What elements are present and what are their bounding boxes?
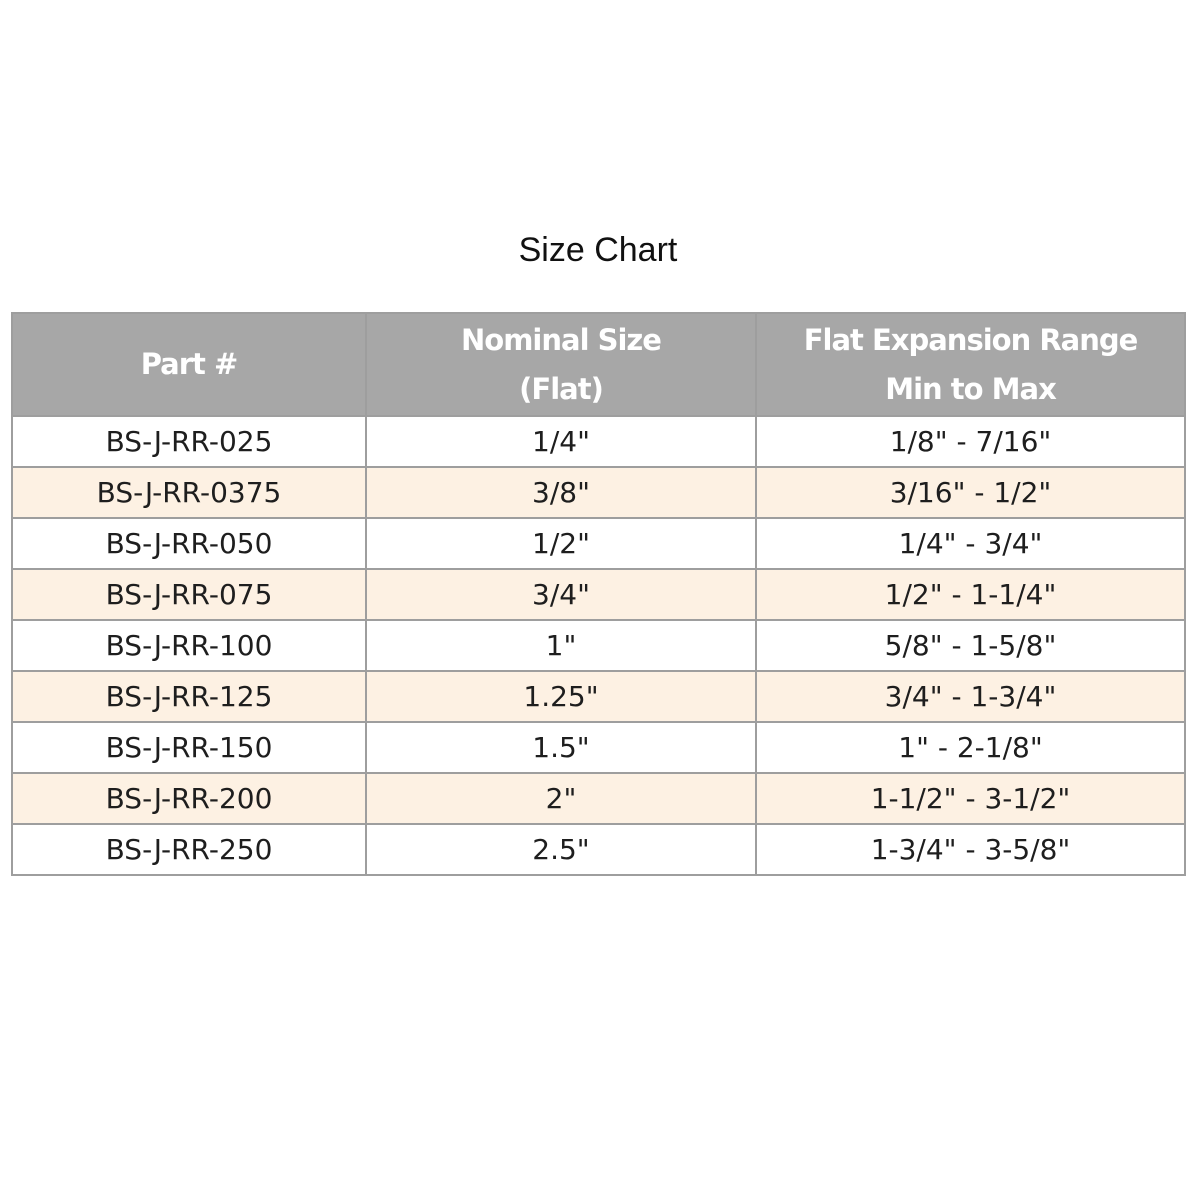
cell-expansion-range: 5/8" - 1-5/8" xyxy=(756,620,1185,671)
cell-expansion-range: 1/8" - 7/16" xyxy=(756,416,1185,467)
cell-nominal-size: 1.5" xyxy=(366,722,756,773)
cell-nominal-size: 3/4" xyxy=(366,569,756,620)
page-title: Size Chart xyxy=(518,231,678,269)
table-row xyxy=(12,467,1185,518)
cell-expansion-range: 3/16" - 1/2" xyxy=(756,467,1185,518)
cell-part-number: BS-J-RR-100 xyxy=(12,620,366,671)
header-line: Nominal Size xyxy=(461,322,661,357)
table-row xyxy=(12,671,1185,722)
table-row xyxy=(12,569,1185,620)
cell-part-number: BS-J-RR-125 xyxy=(12,671,366,722)
header-nominal-size xyxy=(366,313,756,416)
cell-nominal-size: 1" xyxy=(366,620,756,671)
header-line: Part # xyxy=(140,347,238,381)
table-row xyxy=(12,416,1185,467)
cell-part-number: BS-J-RR-200 xyxy=(12,773,366,824)
cell-expansion-range: 1/4" - 3/4" xyxy=(756,518,1185,569)
table-row xyxy=(12,824,1185,875)
cell-part-number: BS-J-RR-150 xyxy=(12,722,366,773)
cell-part-number: BS-J-RR-250 xyxy=(12,824,366,875)
header-expansion-range xyxy=(756,313,1185,416)
table-row xyxy=(12,620,1185,671)
cell-nominal-size: 1/2" xyxy=(366,518,756,569)
cell-nominal-size: 3/8" xyxy=(366,467,756,518)
table-row xyxy=(12,773,1185,824)
header-line: (Flat) xyxy=(519,371,603,406)
header-line: Flat Expansion Range xyxy=(803,322,1138,357)
cell-part-number: BS-J-RR-075 xyxy=(12,569,366,620)
cell-part-number: BS-J-RR-025 xyxy=(12,416,366,467)
cell-expansion-range: 1-3/4" - 3-5/8" xyxy=(756,824,1185,875)
cell-expansion-range: 1-1/2" - 3-1/2" xyxy=(756,773,1185,824)
cell-nominal-size: 2.5" xyxy=(366,824,756,875)
cell-nominal-size: 1.25" xyxy=(366,671,756,722)
table-row xyxy=(12,722,1185,773)
header-part-number xyxy=(12,313,366,416)
cell-nominal-size: 1/4" xyxy=(366,416,756,467)
header-line: Min to Max xyxy=(885,371,1056,406)
table-header-row xyxy=(12,313,1185,416)
cell-part-number: BS-J-RR-050 xyxy=(12,518,366,569)
cell-part-number: BS-J-RR-0375 xyxy=(12,467,366,518)
cell-expansion-range: 3/4" - 1-3/4" xyxy=(756,671,1185,722)
table-row xyxy=(12,518,1185,569)
cell-expansion-range: 1/2" - 1-1/4" xyxy=(756,569,1185,620)
cell-nominal-size: 2" xyxy=(366,773,756,824)
cell-expansion-range: 1" - 2-1/8" xyxy=(756,722,1185,773)
size-chart-table xyxy=(11,312,1186,876)
